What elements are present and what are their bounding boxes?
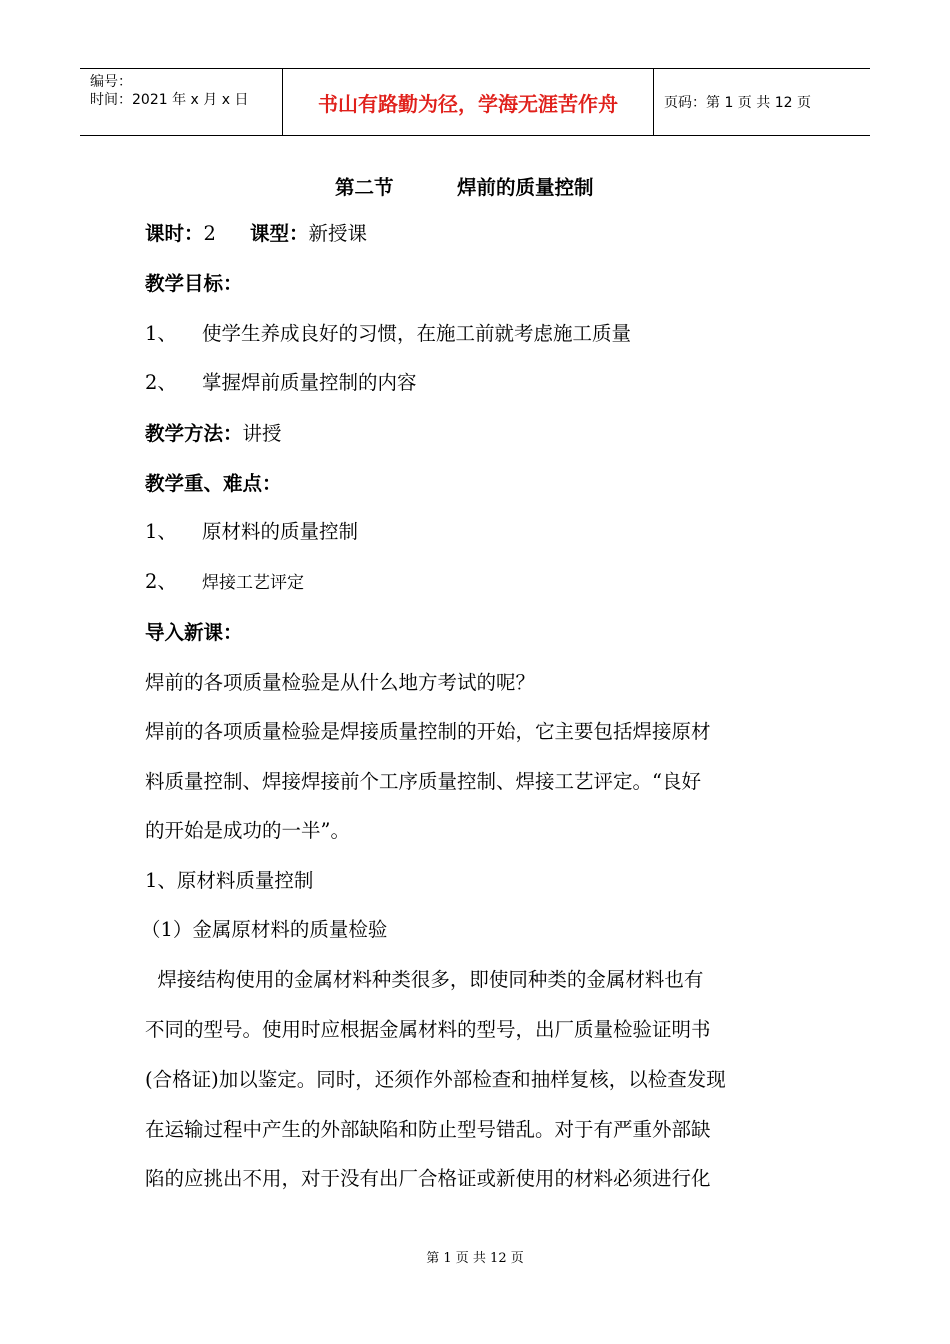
section1-subheading: （1）金属原材料的质量检验 (141, 918, 388, 941)
key-point-number: 1、 (145, 520, 177, 543)
section1-heading: 1、原材料质量控制 (145, 869, 314, 892)
intro-question: 焊前的各项质量检验是从什么地方考试的呢？ (145, 671, 536, 694)
method-line (145, 422, 282, 446)
lesson-meta (145, 222, 367, 246)
objective-text: 使学生养成良好的习惯，在施工前就考虑施工质量 (202, 322, 632, 345)
section1-paragraph-line: (合格证)加以鉴定。同时，还须作外部检查和抽样复核，以检查发现 (145, 1068, 726, 1091)
section-number: 第二节 (335, 176, 394, 199)
page-footer: 第 1 页 共 12 页 (426, 1251, 524, 1266)
hours-label: 课时： (145, 222, 204, 245)
objective-item (145, 322, 631, 346)
key-point-number: 2、 (145, 570, 177, 593)
header-page-cell (654, 69, 870, 135)
section1-paragraph-line: 在运输过程中产生的外部缺陷和防止型号错乱。对于有严重外部缺 (145, 1118, 711, 1141)
section1-paragraph-line: 焊接结构使用的金属材料种类很多，即使同种类的金属材料也有 (145, 968, 704, 991)
intro-paragraph-line: 料质量控制、焊接焊接前个工序质量控制、焊接工艺评定。“良好 (145, 770, 701, 793)
objective-text: 掌握焊前质量控制的内容 (202, 371, 417, 394)
section-name: 焊前的质量控制 (457, 176, 594, 199)
header-info-cell (80, 69, 283, 135)
objectives-heading: 教学目标： (145, 272, 243, 295)
code-label: 编号： (90, 74, 132, 90)
key-point-item (145, 570, 304, 595)
section1-paragraph-line: 陷的应挑出不用，对于没有出厂合格证或新使用的材料必须进行化 (145, 1167, 711, 1190)
intro-paragraph-line: 焊前的各项质量检验是焊接质量控制的开始，它主要包括焊接原材 (145, 720, 711, 743)
header-motto-cell (283, 69, 654, 135)
page-header (80, 68, 870, 136)
objective-number: 1、 (145, 322, 177, 345)
type-label: 课型： (249, 222, 309, 245)
intro-paragraph-line: 的开始是成功的一半”。 (145, 819, 350, 842)
key-point-text: 焊接工艺评定 (202, 573, 304, 593)
objective-number: 2、 (145, 371, 177, 394)
page-label: 页码：第 1 页 共 12 页 (664, 95, 811, 111)
type-value: 新授课 (308, 222, 367, 245)
method-value: 讲授 (242, 422, 282, 445)
intro-heading: 导入新课： (145, 621, 243, 644)
method-label: 教学方法： (145, 422, 243, 445)
key-point-text: 原材料的质量控制 (202, 520, 359, 543)
motto-text: 书山有路勤为径，学海无涯苦作舟 (318, 91, 618, 116)
section-title (335, 172, 594, 200)
key-point-item (145, 520, 358, 544)
objective-item (145, 371, 417, 395)
hours-value: 2 (203, 222, 216, 245)
time-label: 时间：2021 年 x 月 x 日 (90, 92, 249, 108)
key-points-heading: 教学重、难点： (145, 472, 282, 495)
section1-paragraph-line: 不同的型号。使用时应根据金属材料的型号，出厂质量检验证明书 (145, 1018, 711, 1041)
